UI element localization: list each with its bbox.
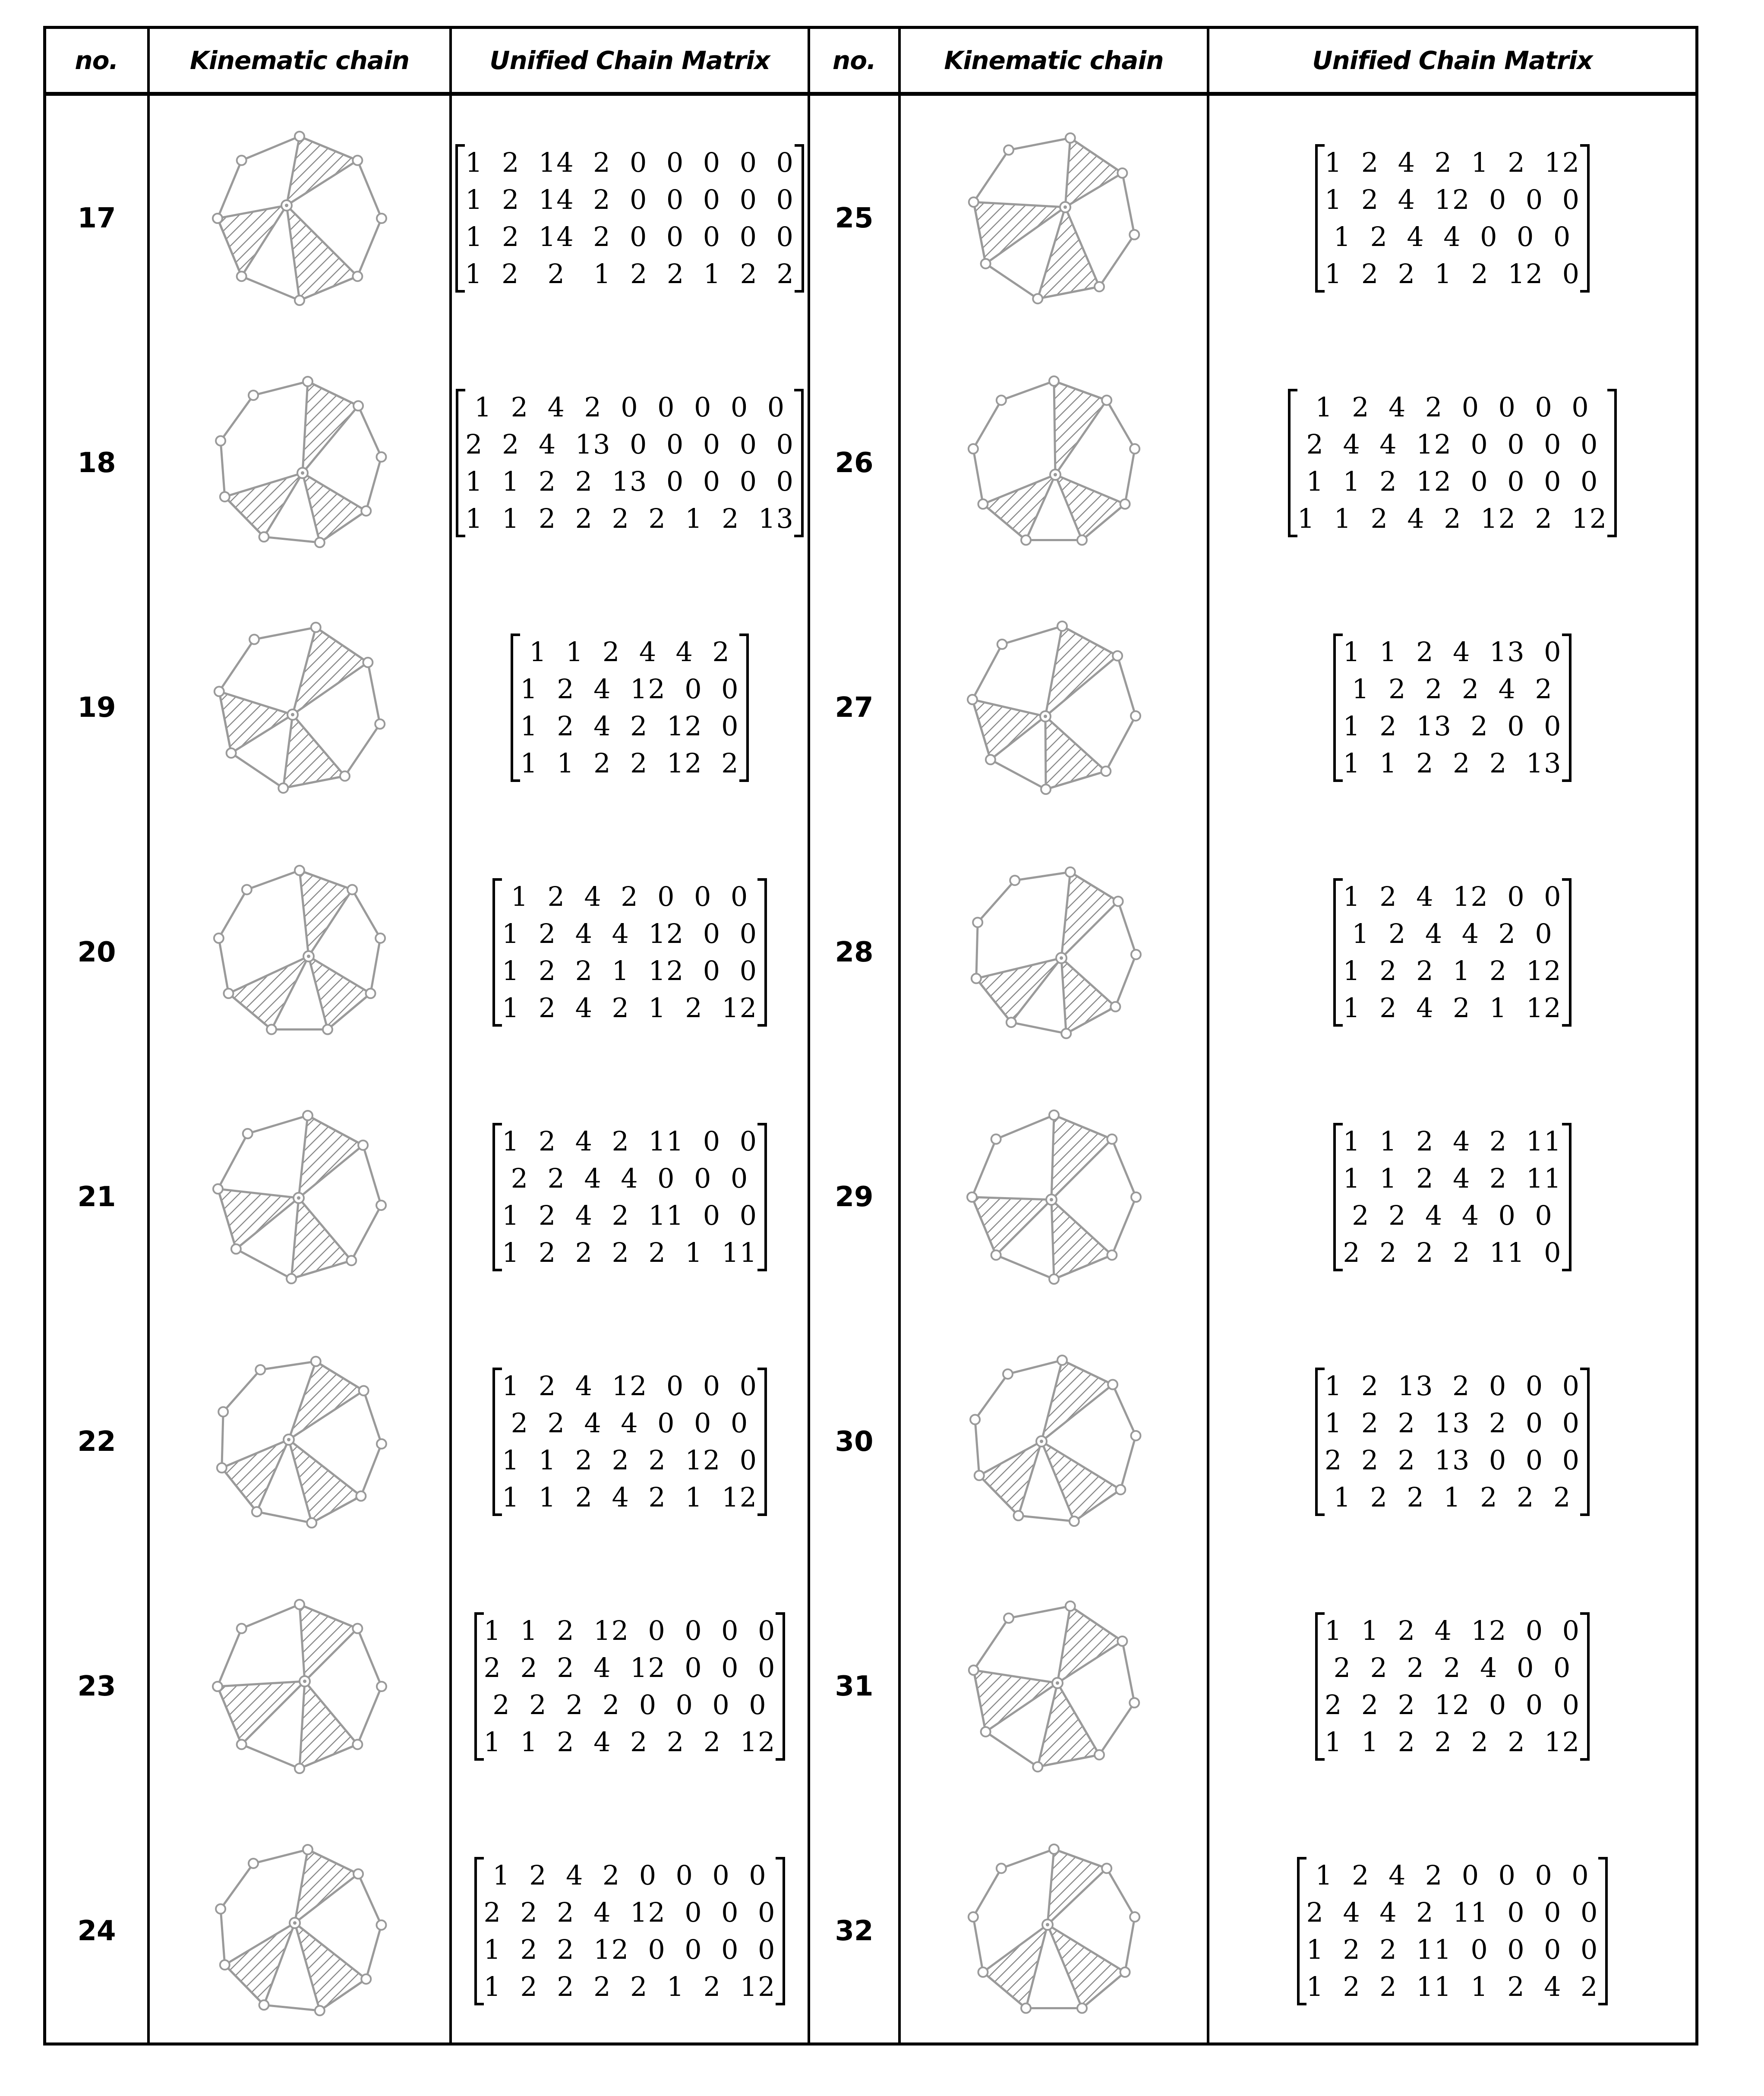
matrix-row: 1 1 2 2 2 2 1 2 13 [465, 502, 794, 534]
unified-chain-matrix-cell [1209, 1564, 1695, 1809]
kinematic-chain-diagram-icon [196, 849, 403, 1056]
matrix-row: 1 2 4 2 0 0 0 [511, 880, 749, 912]
kinematic-chain-diagram [901, 585, 1207, 830]
unified-chain-matrix-cell [1209, 340, 1695, 585]
kinematic-chain-diagram-icon [196, 1338, 403, 1545]
matrix-row: 1 1 2 2 2 13 [1343, 747, 1562, 779]
matrix-row: 1 2 13 2 0 0 [1343, 710, 1562, 742]
kinematic-chain-diagram [901, 1319, 1207, 1564]
matrix-row: 1 2 14 2 0 0 0 0 0 [465, 146, 794, 178]
matrix [1333, 1123, 1571, 1271]
kinematic-chain-diagram-icon [196, 1583, 403, 1790]
table-header-row [46, 29, 1695, 96]
kinematic-chain-diagram [901, 830, 1207, 1075]
chain-number: 31 [835, 1670, 874, 1702]
kinematic-chain-diagram-icon [196, 359, 403, 567]
matrix-row: 2 2 4 13 0 0 0 0 0 [465, 428, 794, 460]
kinematic-chain-diagram [150, 1319, 449, 1564]
matrix-row: 1 2 4 2 0 0 0 0 [1315, 391, 1590, 423]
chain-number: 21 [77, 1181, 116, 1213]
kinematic-chain-diagram [901, 96, 1207, 340]
kinematic-chain-diagram [150, 1809, 449, 2053]
matrix [1315, 144, 1590, 293]
chain-number: 26 [835, 447, 874, 479]
chain-number: 17 [77, 202, 116, 234]
unified-chain-matrix-cell [452, 1319, 808, 1564]
matrix-row: 1 1 2 12 0 0 0 0 [483, 1614, 776, 1646]
matrix [1288, 389, 1617, 537]
chain-number: 23 [77, 1670, 116, 1702]
matrix-row: 1 2 4 2 0 0 0 0 [1315, 1859, 1590, 1891]
matrix-row: 2 2 2 2 0 0 0 0 [492, 1689, 767, 1721]
table-row [46, 1564, 1695, 1809]
matrix [1297, 1857, 1608, 2005]
matrix [492, 878, 767, 1027]
matrix [1315, 1368, 1590, 1516]
matrix-row: 1 1 2 2 2 12 0 [502, 1444, 758, 1476]
matrix-row: 1 2 4 2 0 0 0 0 0 [474, 391, 786, 423]
chain-number: 20 [77, 936, 116, 968]
header-no-left: no. [75, 46, 118, 75]
matrix-row: 1 2 4 2 11 0 0 [502, 1199, 758, 1231]
matrix-row: 1 1 2 4 13 0 [1343, 636, 1562, 668]
matrix [492, 1123, 767, 1271]
matrix-row: 1 1 2 4 2 1 12 [502, 1481, 758, 1513]
matrix-row: 2 2 4 4 0 0 0 [511, 1162, 749, 1194]
chain-number: 18 [77, 447, 116, 479]
matrix-row: 1 2 4 12 0 0 0 [502, 1370, 758, 1402]
unified-chain-matrix-cell [452, 585, 808, 830]
matrix-row: 1 2 2 13 2 0 0 [1324, 1407, 1581, 1439]
header-chain-left: Kinematic chain [189, 46, 410, 75]
unified-chain-matrix-cell [452, 340, 808, 585]
matrix-row: 1 2 2 1 2 12 0 [1324, 258, 1581, 290]
unified-chain-matrix-cell [1209, 96, 1695, 340]
matrix-row: 1 2 4 2 0 0 0 0 [492, 1859, 767, 1891]
kinematic-chain-diagram-icon [950, 359, 1158, 567]
matrix-row: 1 2 2 11 0 0 0 0 [1306, 1933, 1599, 1965]
matrix-row: 1 1 2 4 2 12 2 12 [1297, 502, 1608, 534]
unified-chain-matrix-cell [452, 1075, 808, 1319]
matrix [1333, 878, 1571, 1027]
matrix-row: 1 2 4 12 0 0 [1343, 880, 1562, 912]
matrix-row: 1 2 4 12 0 0 0 [1324, 183, 1581, 215]
matrix-row: 2 2 2 2 4 0 0 [1333, 1652, 1572, 1683]
matrix-row: 1 2 4 2 11 0 0 [502, 1125, 758, 1157]
kinematic-chain-diagram [150, 96, 449, 340]
matrix-row: 1 2 4 4 2 0 [1352, 917, 1553, 949]
unified-chain-matrix-cell [452, 1564, 808, 1809]
chain-number: 19 [77, 691, 116, 724]
matrix-row: 1 2 4 12 0 0 [520, 673, 739, 705]
matrix-row: 2 4 4 2 11 0 0 0 [1306, 1896, 1599, 1928]
matrix-row: 1 2 2 2 2 1 11 [502, 1236, 758, 1268]
chain-number: 22 [77, 1425, 116, 1458]
kinematic-chain-diagram-icon [950, 115, 1158, 322]
kinematic-chain-diagram [150, 1564, 449, 1809]
matrix-row: 1 1 2 4 12 0 0 [1324, 1614, 1581, 1646]
matrix [511, 634, 748, 782]
table-row [46, 1809, 1695, 2053]
matrix-row: 1 1 2 2 2 2 12 [1324, 1726, 1581, 1758]
matrix-row: 2 2 4 4 0 0 0 [511, 1407, 749, 1439]
chain-number: 25 [835, 202, 874, 234]
table-row [46, 830, 1695, 1075]
table-row [46, 1319, 1695, 1564]
matrix-row: 2 2 4 4 0 0 [1352, 1199, 1553, 1231]
matrix-row: 2 4 4 12 0 0 0 0 [1306, 428, 1599, 460]
header-matrix-left: Unified Chain Matrix [489, 46, 770, 75]
matrix-row: 1 2 14 2 0 0 0 0 0 [465, 221, 794, 252]
matrix-row: 2 2 2 4 12 0 0 0 [483, 1652, 776, 1683]
unified-chain-matrix-cell [452, 1809, 808, 2053]
matrix-row: 1 2 4 2 1 2 12 [502, 992, 758, 1024]
unified-chain-matrix-cell [452, 830, 808, 1075]
kinematic-chain-diagram-icon [950, 604, 1158, 811]
unified-chain-matrix-cell [1209, 830, 1695, 1075]
kinematic-chain-diagram-icon [196, 1094, 403, 1301]
kinematic-chain-diagram-icon [950, 1338, 1158, 1545]
kinematic-chain-diagram-icon [950, 1828, 1158, 2035]
matrix-row: 1 2 4 2 1 12 [1343, 992, 1562, 1024]
chain-number: 28 [835, 936, 874, 968]
unified-chain-matrix-cell [1209, 1075, 1695, 1319]
kinematic-chain-diagram [901, 1075, 1207, 1319]
kinematic-chain-diagram [901, 340, 1207, 585]
matrix-row: 1 1 2 2 12 2 [520, 747, 739, 779]
kinematic-chain-diagram-icon [196, 115, 403, 322]
kinematic-chain-diagram [150, 830, 449, 1075]
chain-number: 30 [835, 1425, 874, 1458]
matrix-row: 1 2 2 1 2 2 2 [1333, 1481, 1572, 1513]
matrix-row: 1 2 2 12 0 0 0 0 [483, 1933, 776, 1965]
kinematic-chain-diagram [150, 1075, 449, 1319]
kinematic-chain-table [43, 26, 1698, 2046]
matrix-row: 1 1 2 12 0 0 0 0 [1306, 465, 1599, 497]
matrix-row: 1 2 13 2 0 0 0 [1324, 1370, 1581, 1402]
matrix [455, 144, 804, 293]
matrix-row: 1 2 4 4 0 0 0 [1333, 221, 1572, 252]
matrix [474, 1857, 786, 2005]
matrix-row: 2 2 2 13 0 0 0 [1324, 1444, 1581, 1476]
header-chain-right: Kinematic chain [944, 46, 1164, 75]
matrix-row: 1 2 2 1 2 2 1 2 2 [465, 258, 795, 290]
kinematic-chain-diagram-icon [196, 1828, 403, 2035]
matrix [456, 389, 804, 537]
matrix-row: 1 1 2 4 2 11 [1343, 1162, 1562, 1194]
matrix [1315, 1612, 1590, 1761]
matrix-row: 1 1 2 4 4 2 [529, 636, 730, 668]
kinematic-chain-diagram [150, 585, 449, 830]
matrix-row: 1 2 2 1 2 12 [1343, 955, 1562, 987]
matrix-row: 1 1 2 4 2 2 2 12 [483, 1726, 776, 1758]
matrix [474, 1612, 786, 1761]
kinematic-chain-diagram [901, 1564, 1207, 1809]
matrix [1333, 634, 1571, 782]
header-matrix-right: Unified Chain Matrix [1312, 46, 1593, 75]
chain-number: 32 [835, 1915, 874, 1947]
matrix-row: 1 1 2 2 13 0 0 0 0 [465, 465, 794, 497]
table-row [46, 1075, 1695, 1319]
matrix-row: 1 2 2 11 1 2 4 2 [1306, 1970, 1599, 2002]
chain-number: 24 [77, 1915, 116, 1947]
kinematic-chain-diagram-icon [950, 849, 1158, 1056]
matrix-row: 1 2 4 2 1 2 12 [1324, 146, 1581, 178]
matrix-row: 1 2 4 2 12 0 [520, 710, 739, 742]
matrix-row: 2 2 2 2 11 0 [1343, 1236, 1562, 1268]
kinematic-chain-diagram [150, 340, 449, 585]
table-row [46, 585, 1695, 830]
matrix-row: 1 1 2 4 2 11 [1343, 1125, 1562, 1157]
unified-chain-matrix-cell [1209, 1809, 1695, 2053]
chain-number: 29 [835, 1181, 874, 1213]
matrix-row: 1 2 14 2 0 0 0 0 0 [465, 183, 794, 215]
unified-chain-matrix-cell [1209, 585, 1695, 830]
matrix-row: 1 2 4 4 12 0 0 [502, 917, 758, 949]
unified-chain-matrix-cell [1209, 1319, 1695, 1564]
kinematic-chain-diagram [901, 1809, 1207, 2053]
matrix [492, 1368, 767, 1516]
unified-chain-matrix-cell [452, 96, 808, 340]
matrix-row: 2 2 2 4 12 0 0 0 [483, 1896, 776, 1928]
header-no-right: no. [832, 46, 876, 75]
matrix-row: 2 2 2 12 0 0 0 [1324, 1689, 1581, 1721]
kinematic-chain-diagram-icon [950, 1094, 1158, 1301]
table-row [46, 96, 1695, 340]
kinematic-chain-diagram-icon [196, 604, 403, 811]
table-row [46, 340, 1695, 585]
chain-number: 27 [835, 691, 874, 724]
matrix-row: 1 2 2 2 2 1 2 12 [483, 1970, 776, 2002]
kinematic-chain-diagram-icon [950, 1583, 1158, 1790]
matrix-row: 1 2 2 2 4 2 [1352, 673, 1553, 705]
matrix-row: 1 2 2 1 12 0 0 [502, 955, 758, 987]
